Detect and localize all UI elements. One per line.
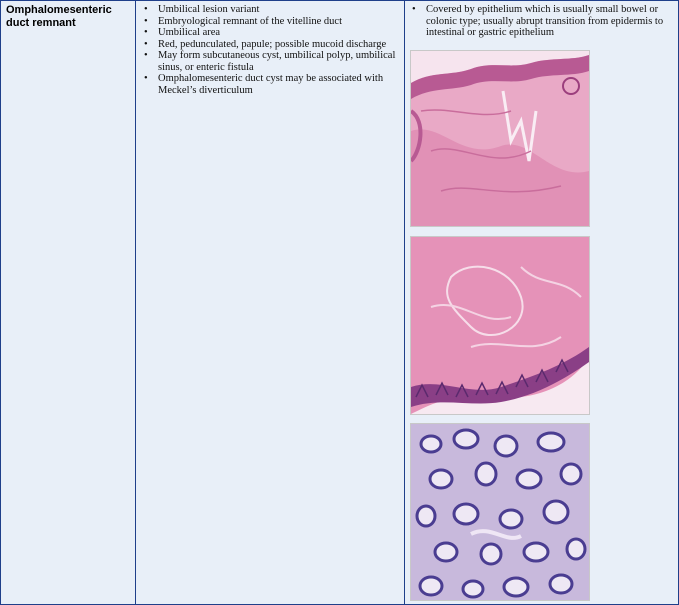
list-item: • Umbilical area xyxy=(144,27,221,38)
clinical-features-list xyxy=(142,4,400,96)
list-item: • Umbilical lesion variant xyxy=(144,4,260,15)
micrograph-low-power-skin-transition xyxy=(411,51,589,226)
entity-column xyxy=(1,1,136,604)
list-item: • Embryological remnant of the vitelline duct xyxy=(144,15,342,27)
micrograph-intestinal-crypts xyxy=(411,424,589,600)
list-item: • Covered by epithelium which is usually small bowel or colonic type; usually abrupt transition from epidermis to intestinal or gastric epithelium xyxy=(412,4,664,38)
histology-list xyxy=(410,4,678,39)
list-item: • Omphalomesenteric duct cyst may be associated with Meckel’s diverticulum xyxy=(144,73,384,96)
micrograph-3 xyxy=(410,423,590,601)
micrograph-polypoid-mucosa xyxy=(411,237,589,414)
histology-column xyxy=(405,1,678,604)
micrograph-2 xyxy=(410,236,590,415)
micrograph-1 xyxy=(410,50,590,227)
entity-title: Omphalomesenteric duct remnant xyxy=(6,4,112,29)
list-item: • May form subcutaneous cyst, umbilical polyp, umbilical sinus, or enteric fistula xyxy=(144,50,396,73)
list-item: • Red, pedunculated, papule; possible mucoid discharge xyxy=(144,38,387,50)
clinical-features-column xyxy=(136,1,405,604)
